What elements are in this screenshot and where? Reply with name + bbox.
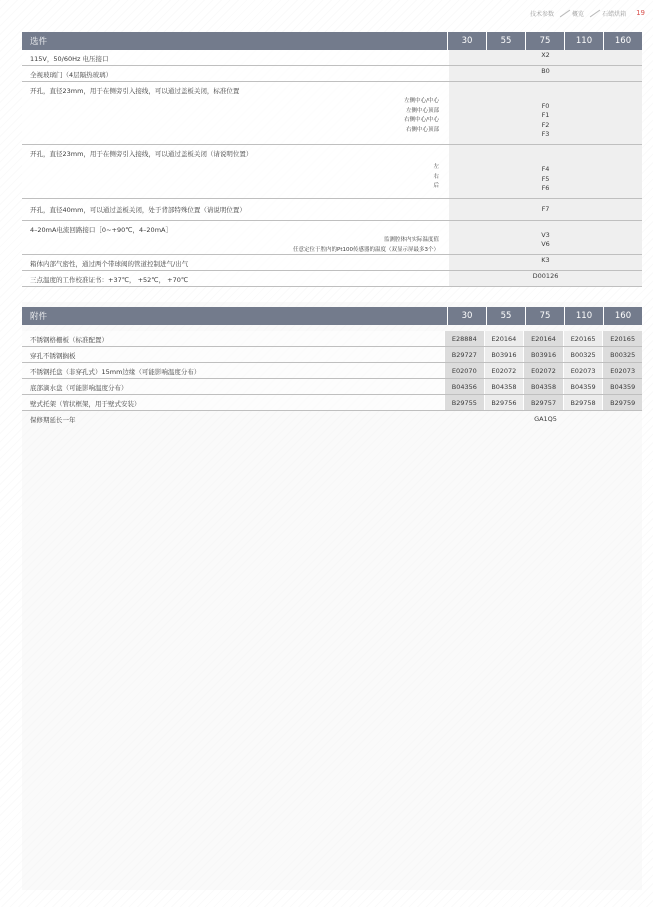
breadcrumb xyxy=(530,8,645,18)
accessory-code: B04358 xyxy=(484,379,524,394)
option-sub: 左 xyxy=(433,164,439,170)
option-row xyxy=(22,199,642,221)
accessory-code: E02072 xyxy=(523,363,563,378)
option-codes xyxy=(449,255,642,270)
size-col-30: 30 xyxy=(447,307,486,325)
option-sublist xyxy=(30,163,441,192)
accessory-row xyxy=(22,379,642,395)
option-row xyxy=(22,145,642,199)
options-table xyxy=(22,32,642,287)
accessory-row xyxy=(22,347,642,363)
accessory-code: B29727 xyxy=(444,347,484,362)
accessory-code: E02070 xyxy=(444,363,484,378)
option-codes xyxy=(449,271,642,286)
accessory-desc: 保修期延长一年 xyxy=(30,416,76,424)
option-row xyxy=(22,50,642,66)
option-code: F4 xyxy=(541,165,550,174)
accessory-code: B29756 xyxy=(484,395,524,410)
accessory-code: GA1Q5 xyxy=(534,414,557,423)
option-codes xyxy=(449,145,642,198)
option-desc-block xyxy=(22,221,449,254)
accessory-code: B00325 xyxy=(602,347,642,362)
option-code: V3 xyxy=(541,230,550,239)
breadcrumb-item-specs[interactable]: 技术参数 xyxy=(530,10,555,18)
page-number: 19 xyxy=(636,9,645,17)
size-col-160: 160 xyxy=(603,32,642,50)
size-col-75: 75 xyxy=(525,32,564,50)
accessory-code: B29757 xyxy=(523,395,563,410)
accessory-desc: 不锈钢托盘（非穿孔式）15mm边缘（可能影响温度分布） xyxy=(30,368,201,376)
accessory-code: E02072 xyxy=(484,363,524,378)
option-sub: 左侧中心/中心 xyxy=(404,98,439,104)
accessories-header xyxy=(22,307,642,325)
accessory-codes xyxy=(444,347,642,362)
accessory-codes xyxy=(444,331,642,346)
accessory-code: B29759 xyxy=(602,395,642,410)
option-desc: 开孔，直径40mm，可以通过盖板关闭，处于背部特殊位置（请说明位置） xyxy=(30,206,246,214)
option-sub: 右侧中心顶部 xyxy=(405,126,439,133)
accessory-code: B03916 xyxy=(523,347,563,362)
accessory-code: E20164 xyxy=(523,331,563,346)
option-desc-block xyxy=(22,145,449,198)
accessory-codes xyxy=(444,395,642,410)
breadcrumb-separator xyxy=(557,8,569,18)
accessory-code: B03916 xyxy=(484,347,524,362)
accessory-codes xyxy=(444,363,642,378)
option-code: F0 xyxy=(541,101,550,110)
accessory-code: B04359 xyxy=(602,379,642,394)
options-header xyxy=(22,32,642,50)
option-code: F6 xyxy=(541,184,550,193)
option-desc: 全视玻璃门（4层隔热玻璃） xyxy=(30,71,113,79)
option-code: K3 xyxy=(541,256,550,265)
option-code: B0 xyxy=(541,67,550,76)
option-codes xyxy=(449,82,642,144)
breadcrumb-separator xyxy=(587,8,599,18)
option-sub: 任意定位于腔内的Pt100传感器的温度（双显示屏最多3个） xyxy=(293,246,439,253)
option-row xyxy=(22,271,642,287)
accessory-code: E02073 xyxy=(602,363,642,378)
option-codes xyxy=(449,221,642,254)
option-desc: 箱体内部气密性，通过两个带球阀的管道控制进气/出气 xyxy=(30,260,189,268)
option-sub: 监测腔体内实际温度值 xyxy=(383,237,439,243)
accessory-code: B29755 xyxy=(444,395,484,410)
size-col-30: 30 xyxy=(447,32,486,50)
option-row xyxy=(22,221,642,255)
size-col-55: 55 xyxy=(486,307,525,325)
option-row xyxy=(22,82,642,145)
accessory-code: B29758 xyxy=(563,395,603,410)
option-sub: 右 xyxy=(433,173,439,180)
option-desc: 开孔，直径23mm，用于在侧旁引入接线，可以通过盖板关闭，标准位置 xyxy=(30,87,240,95)
accessory-code: E28884 xyxy=(444,331,484,346)
option-sublist xyxy=(30,236,441,255)
option-desc-block xyxy=(22,82,449,144)
option-row xyxy=(22,66,642,82)
option-desc: 开孔，直径23mm，用于在侧旁引入接线，可以通过盖板关闭（请说明位置） xyxy=(30,150,253,158)
breadcrumb-item-overview[interactable]: 概览 xyxy=(572,10,585,18)
option-code: F3 xyxy=(541,130,550,139)
option-sublist xyxy=(30,97,441,135)
option-row xyxy=(22,255,642,271)
option-codes xyxy=(449,50,642,65)
accessory-desc: 壁式托架（管状框架，用于壁式安装） xyxy=(30,400,141,408)
size-col-110: 110 xyxy=(564,32,603,50)
option-code: F7 xyxy=(541,204,550,213)
option-sub: 右侧中心/中心 xyxy=(404,117,439,124)
option-codes xyxy=(449,199,642,220)
option-desc: 4–20mA电流回路接口［0~+90℃，4–20mA］ xyxy=(30,226,172,234)
option-sub: 后 xyxy=(433,183,439,190)
option-codes xyxy=(449,66,642,81)
accessory-row-warranty xyxy=(22,411,642,426)
size-col-160: 160 xyxy=(603,307,642,325)
size-col-110: 110 xyxy=(564,307,603,325)
accessory-row xyxy=(22,331,642,347)
accessory-codes xyxy=(444,379,642,394)
option-code: F5 xyxy=(541,174,550,183)
option-code: F2 xyxy=(541,120,550,129)
option-code: X2 xyxy=(541,51,550,60)
option-code: V6 xyxy=(541,240,550,249)
accessory-desc: 不锈钢格栅板（标准配置） xyxy=(30,336,108,344)
accessory-desc: 穿孔不锈钢搁板 xyxy=(30,352,76,360)
option-code: D00126 xyxy=(532,272,559,281)
accessory-desc: 底部滴水盘（可能影响温度分布） xyxy=(30,384,128,392)
accessories-table xyxy=(22,307,642,426)
accessory-row xyxy=(22,363,642,379)
breadcrumb-item-product[interactable]: 石蜡烘箱 xyxy=(602,10,627,18)
accessory-code: B04356 xyxy=(444,379,484,394)
accessory-code: B00325 xyxy=(563,347,603,362)
accessory-code: E20165 xyxy=(602,331,642,346)
option-desc: 三点温度的工作校准证书：+37℃， +52℃， +70℃ xyxy=(30,276,189,284)
accessory-row xyxy=(22,395,642,411)
accessory-codes xyxy=(449,411,642,426)
accessory-code: B04359 xyxy=(563,379,603,394)
size-col-75: 75 xyxy=(525,307,564,325)
option-desc: 115V，50/60Hz 电压接口 xyxy=(30,55,109,63)
accessory-code: E02073 xyxy=(563,363,603,378)
option-code: F1 xyxy=(541,111,550,120)
accessory-code: E20164 xyxy=(484,331,524,346)
accessory-code: E20165 xyxy=(563,331,603,346)
accessories-title: 附件 xyxy=(30,312,48,322)
options-title: 选件 xyxy=(30,37,48,47)
accessory-code: B04358 xyxy=(523,379,563,394)
option-sub: 左侧中心顶部 xyxy=(405,107,439,114)
size-col-55: 55 xyxy=(486,32,525,50)
